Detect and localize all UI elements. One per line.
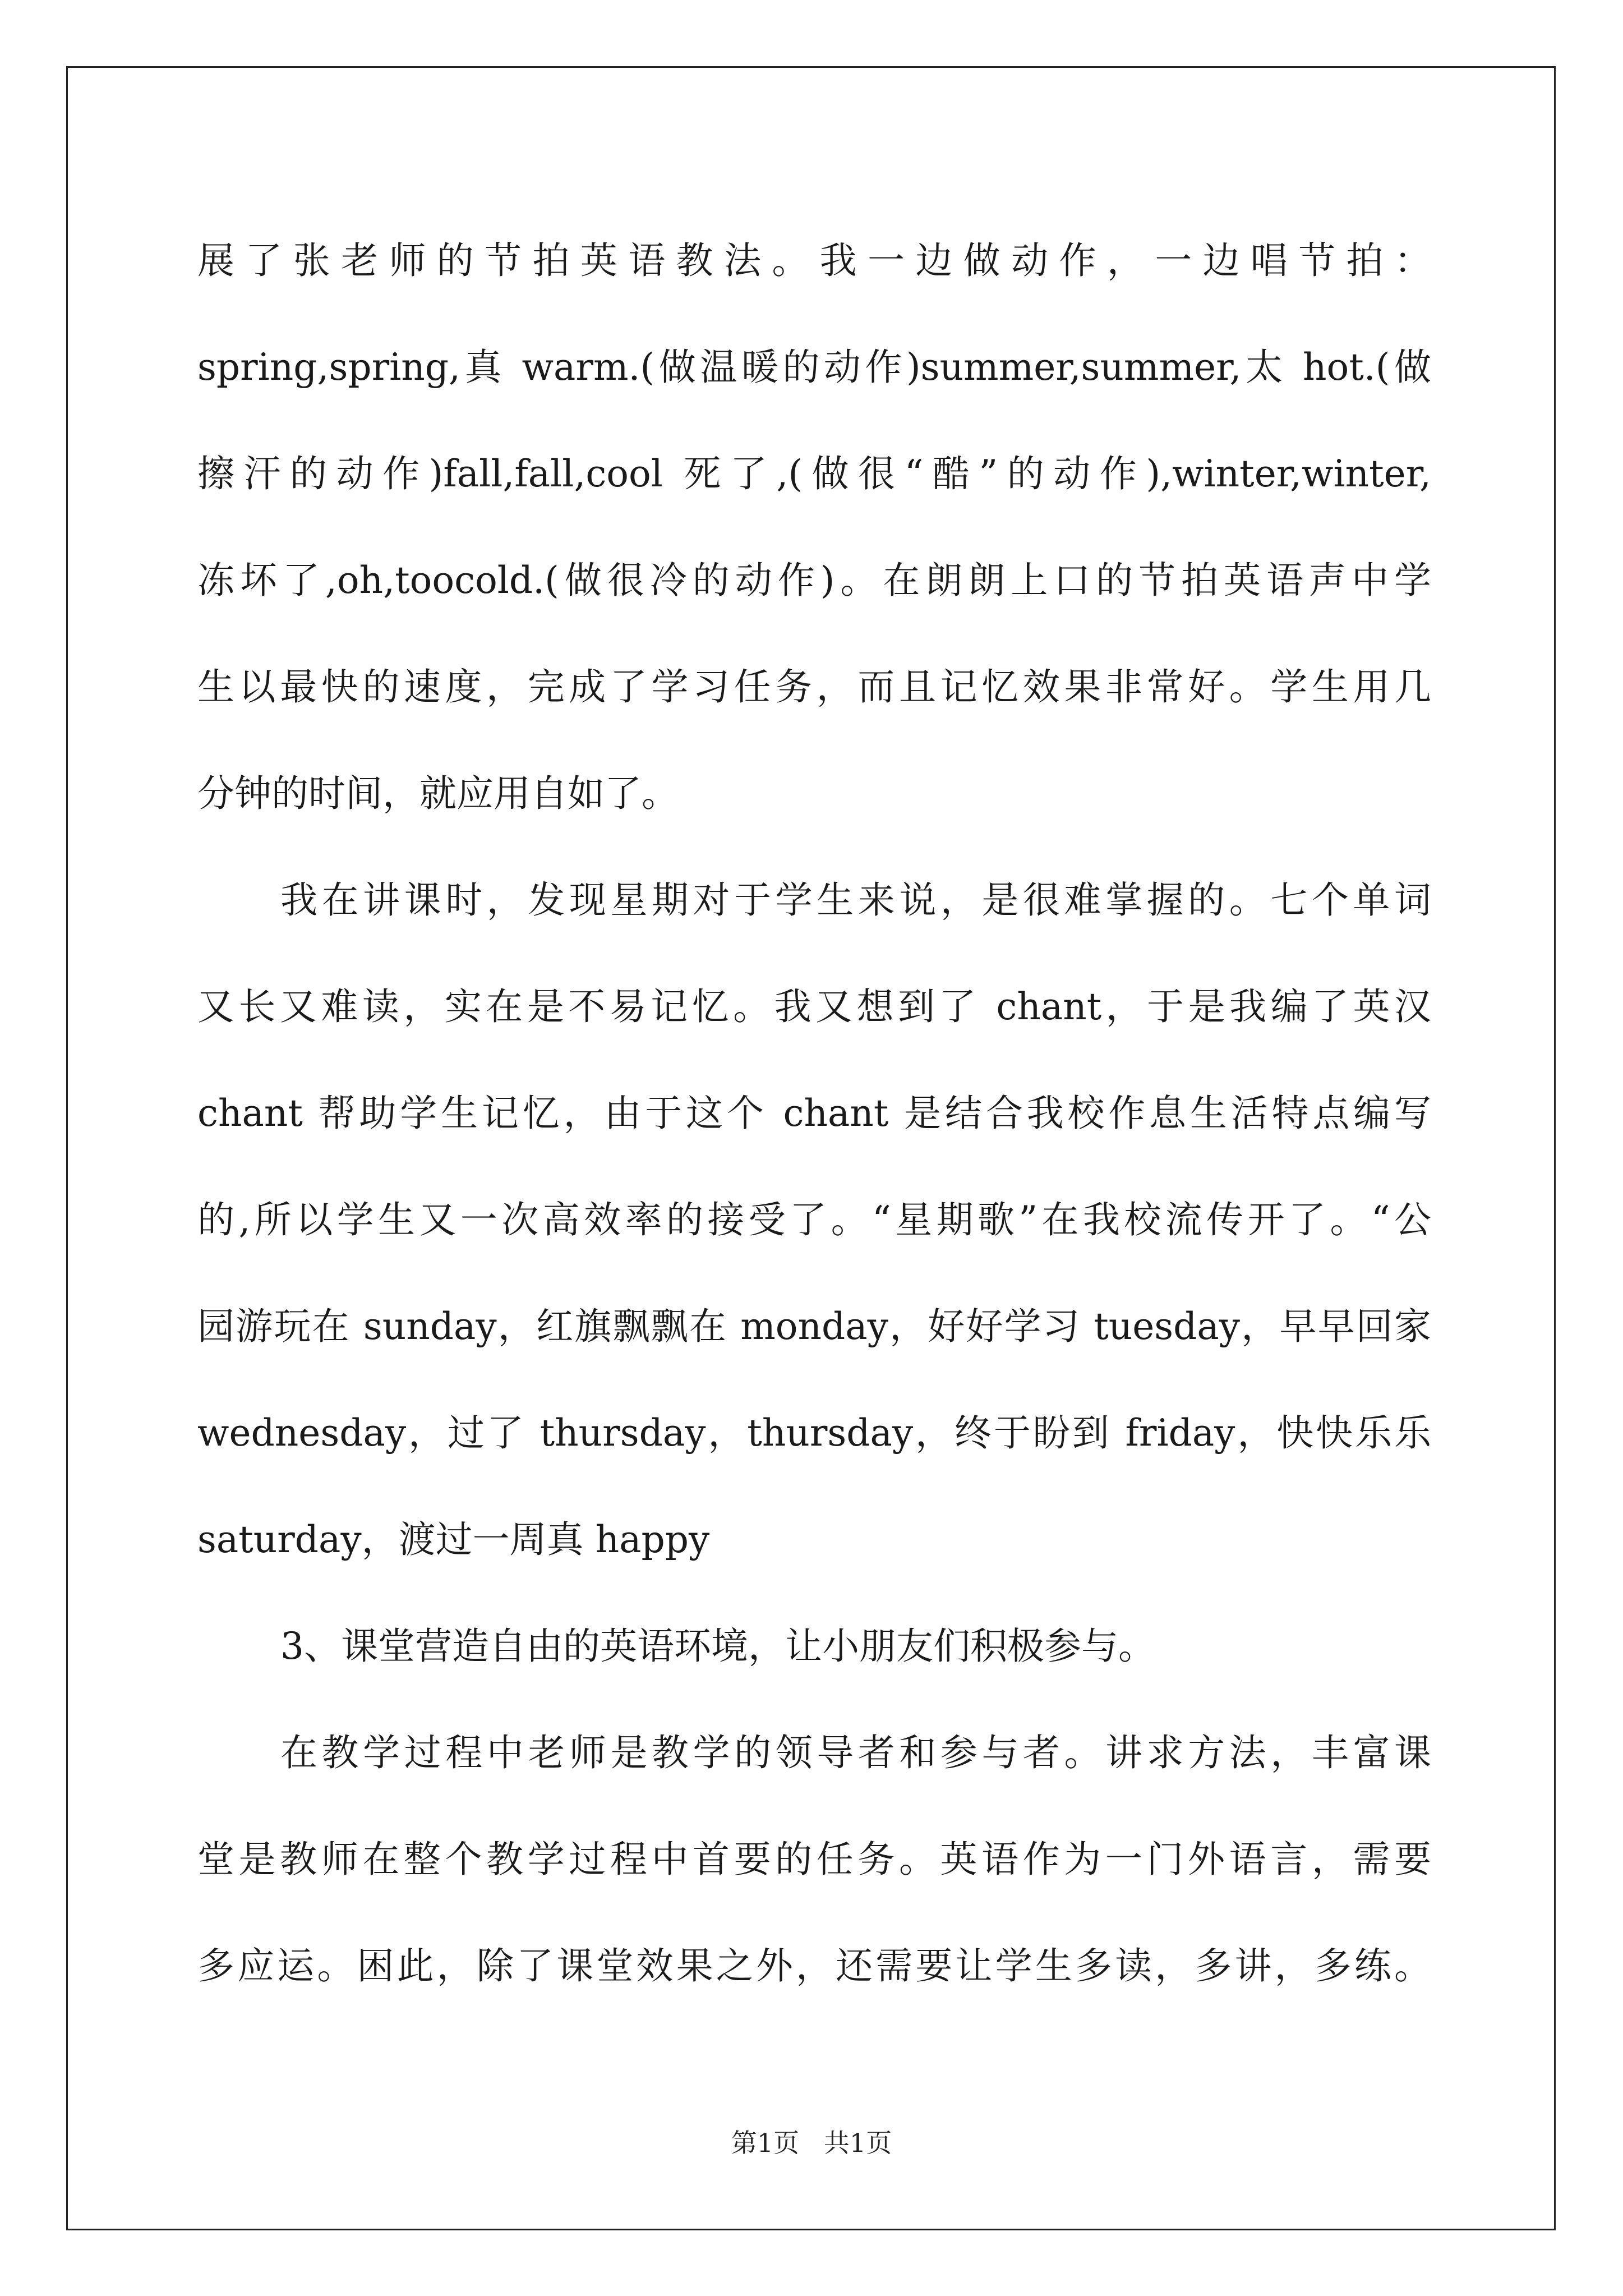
text-line: 园游玩在 sunday，红旗飘飘在 monday，好好学习 tuesday，早早回家 bbox=[197, 1305, 1431, 1348]
text-line: 又长又难读，实在是不易记忆。我又想到了 chant，于是我编了英汉 bbox=[197, 985, 1431, 1028]
text-line: 的,所以学生又一次高效率的接受了。“星期歌”在我校流传开了。“公 bbox=[197, 1198, 1431, 1241]
text-line: 我在讲课时，发现星期对于学生来说，是很难掌握的。七个单词 bbox=[280, 878, 1431, 922]
document-body bbox=[197, 208, 1431, 2019]
text-line: 分钟的时间，就应用自如了。 bbox=[197, 772, 679, 815]
text-line: 在教学过程中老师是教学的领导者和参与者。讲求方法，丰富课 bbox=[280, 1731, 1431, 1774]
text-line: 擦汗的动作)fall,fall,cool 死了,(做很“酷”的动作),winter,winter, bbox=[197, 452, 1431, 495]
text-line: 生以最快的速度，完成了学习任务，而且记忆效果非常好。学生用几 bbox=[197, 665, 1431, 708]
text-line: spring,spring,真 warm.(做温暖的动作)summer,summer,太 hot.(做 bbox=[197, 346, 1431, 389]
text-line: 展了张老师的节拍英语教法。我一边做动作，一边唱节拍： bbox=[197, 239, 1431, 282]
text-line: 冻坏了,oh,toocold.(做很冷的动作)。在朗朗上口的节拍英语声中学 bbox=[197, 559, 1431, 602]
text-line: wednesday，过了 thursday，thursday，终于盼到 friday，快快乐乐 bbox=[197, 1411, 1431, 1455]
page-footer bbox=[0, 2126, 1623, 2160]
section-heading: 3、课堂营造自由的英语环境，让小朋友们积极参与。 bbox=[280, 1625, 1155, 1668]
text-line: 多应运。困此，除了课堂效果之外，还需要让学生多读，多讲，多练。 bbox=[197, 1944, 1431, 1987]
text-line: chant 帮助学生记忆，由于这个 chant 是结合我校作息生活特点编写 bbox=[197, 1092, 1431, 1135]
page-number: 第1页 共1页 bbox=[731, 2128, 892, 2158]
text-line: 堂是教师在整个教学过程中首要的任务。英语作为一门外语言，需要 bbox=[197, 1838, 1431, 1881]
text-line: saturday，渡过一周真 happy bbox=[197, 1518, 710, 1561]
